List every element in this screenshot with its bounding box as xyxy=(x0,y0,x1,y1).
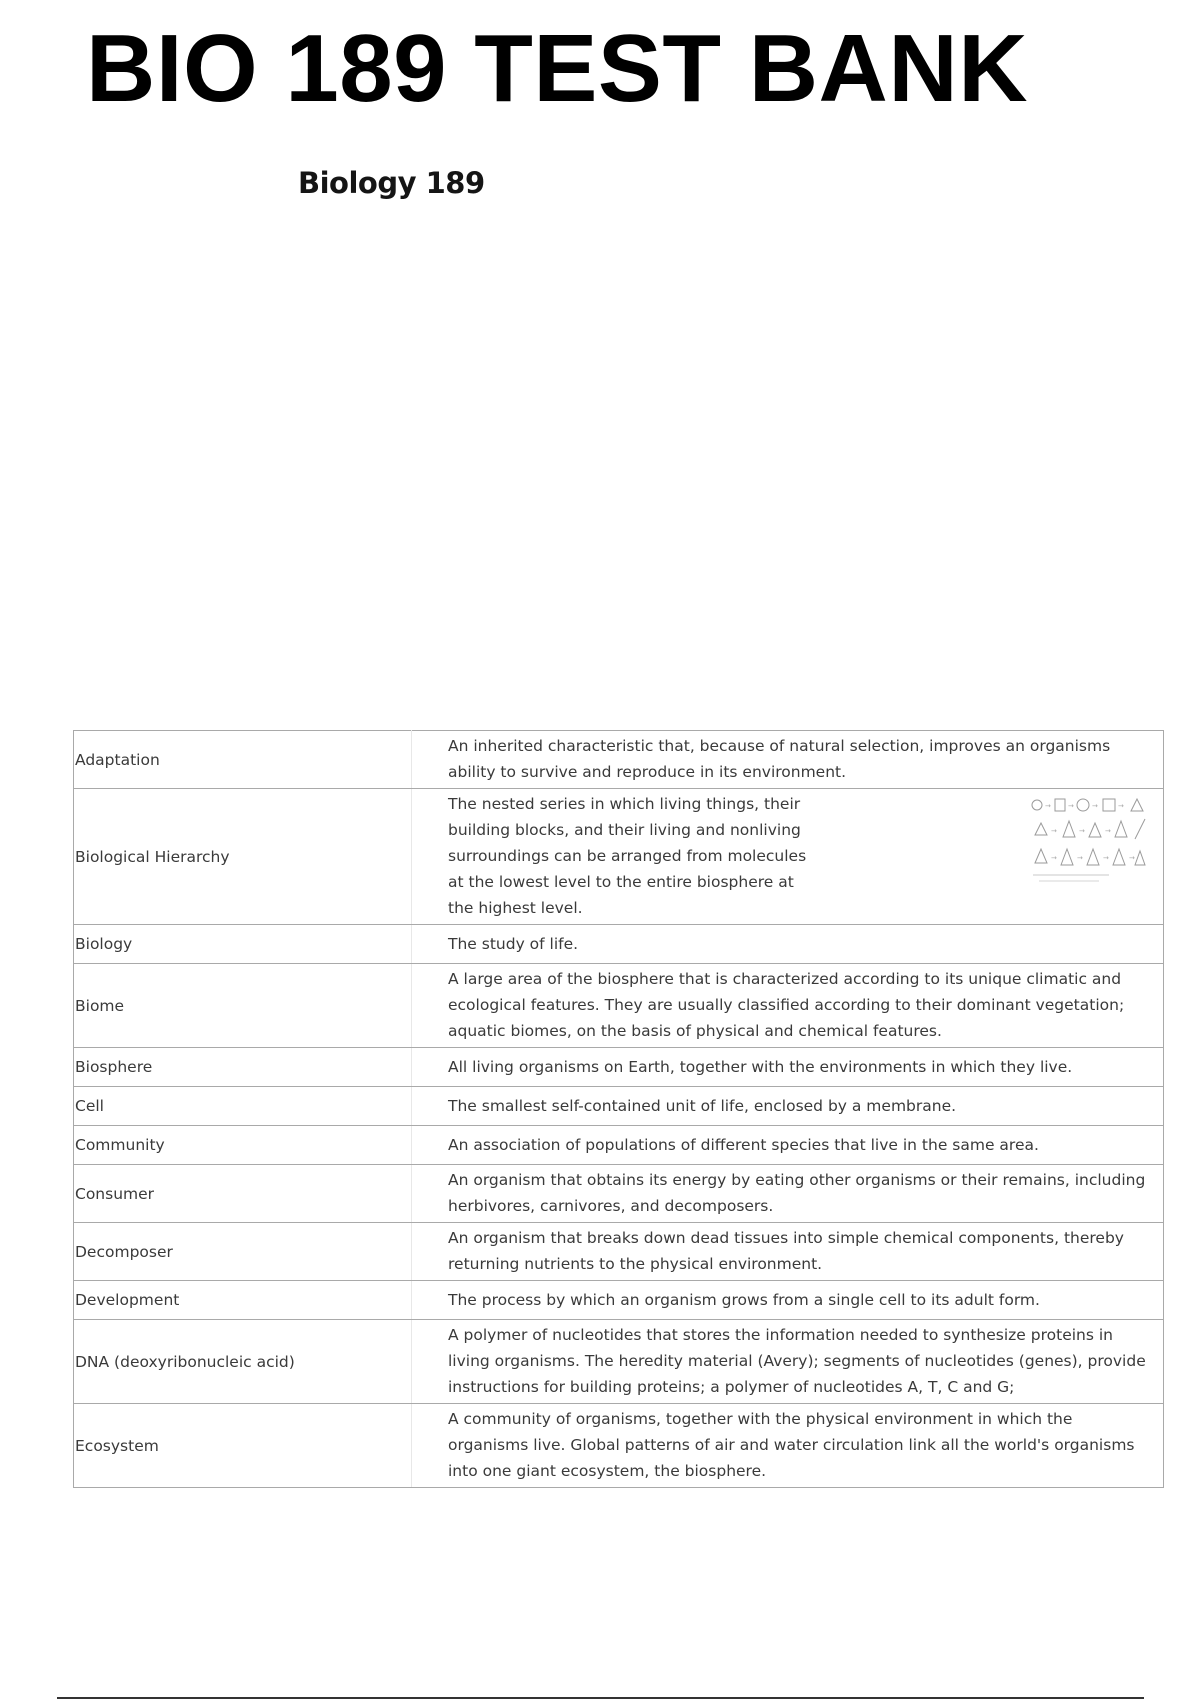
svg-text:→: → xyxy=(1068,802,1074,810)
biological-hierarchy-diagram-icon xyxy=(1029,795,1149,887)
svg-text:→: → xyxy=(1077,854,1083,862)
svg-text:→: → xyxy=(1105,827,1111,835)
table-row xyxy=(74,1165,1164,1223)
table-row xyxy=(74,1223,1164,1281)
footer-divider xyxy=(57,1697,1144,1699)
table-row xyxy=(74,1048,1164,1087)
definition-cell: An organism that obtains its energy by eating other organisms or their remains, including herbivores, carnivores, and decomposers. xyxy=(412,1165,1164,1223)
term-cell: Adaptation xyxy=(74,731,412,789)
definition-cell: An organism that breaks down dead tissues into simple chemical components, thereby returning nutrients to the physical environment. xyxy=(412,1223,1164,1281)
term-cell: Biosphere xyxy=(74,1048,412,1087)
table-row xyxy=(74,1281,1164,1320)
glossary-table xyxy=(73,730,1164,1488)
definition-cell: An association of populations of different species that live in the same area. xyxy=(412,1126,1164,1165)
table-row xyxy=(74,1320,1164,1404)
term-cell: Biology xyxy=(74,925,412,964)
svg-text:→: → xyxy=(1092,802,1098,810)
definition-cell: The smallest self-contained unit of life, enclosed by a membrane. xyxy=(412,1087,1164,1126)
term-cell: Decomposer xyxy=(74,1223,412,1281)
svg-text:→: → xyxy=(1079,827,1085,835)
definition-cell: The process by which an organism grows from a single cell to its adult form. xyxy=(412,1281,1164,1320)
table-row xyxy=(74,964,1164,1048)
definition-cell xyxy=(412,789,1164,925)
svg-text:→: → xyxy=(1045,802,1051,810)
page-title: BIO 189 TEST BANK xyxy=(86,15,1029,122)
table-row xyxy=(74,1404,1164,1488)
svg-text:→: → xyxy=(1118,802,1124,810)
table-row xyxy=(74,789,1164,925)
term-cell: Development xyxy=(74,1281,412,1320)
definition-text: The nested series in which living things, their building blocks, and their living and nonliving surroundings can be arranged from molecules at the lowest level to the entire biosphere at the highest level. xyxy=(448,795,807,917)
svg-text:→: → xyxy=(1129,854,1135,862)
definition-cell: A large area of the biosphere that is characterized according to its unique climatic and ecological features. They are usually classified according to their dominant vegetation; aquatic biomes, on the basis of physical and chemical features. xyxy=(412,964,1164,1048)
term-cell: Biome xyxy=(74,964,412,1048)
term-cell: Cell xyxy=(74,1087,412,1126)
term-cell: DNA (deoxyribonucleic acid) xyxy=(74,1320,412,1404)
table-row xyxy=(74,1087,1164,1126)
definition-cell: An inherited characteristic that, because of natural selection, improves an organisms ability to survive and reproduce in its environment. xyxy=(412,731,1164,789)
term-cell: Biological Hierarchy xyxy=(74,789,412,925)
definition-cell: A community of organisms, together with the physical environment in which the organisms live. Global patterns of air and water circulation link all the world's organisms into one giant ecosystem, the biosphere. xyxy=(412,1404,1164,1488)
definition-cell: A polymer of nucleotides that stores the information needed to synthesize proteins in living organisms. The heredity material (Avery); segments of nucleotides (genes), provide instructions for building proteins; a polymer of nucleotides A, T, C and G; xyxy=(412,1320,1164,1404)
table-row xyxy=(74,1126,1164,1165)
table-row xyxy=(74,731,1164,789)
table-row xyxy=(74,925,1164,964)
definition-cell: All living organisms on Earth, together with the environments in which they live. xyxy=(412,1048,1164,1087)
definition-cell: The study of life. xyxy=(412,925,1164,964)
term-cell: Consumer xyxy=(74,1165,412,1223)
page-subtitle: Biology 189 xyxy=(298,166,485,200)
term-cell: Ecosystem xyxy=(74,1404,412,1488)
svg-text:→: → xyxy=(1051,827,1057,835)
svg-text:→: → xyxy=(1103,854,1109,862)
svg-text:→: → xyxy=(1051,854,1057,862)
term-cell: Community xyxy=(74,1126,412,1165)
